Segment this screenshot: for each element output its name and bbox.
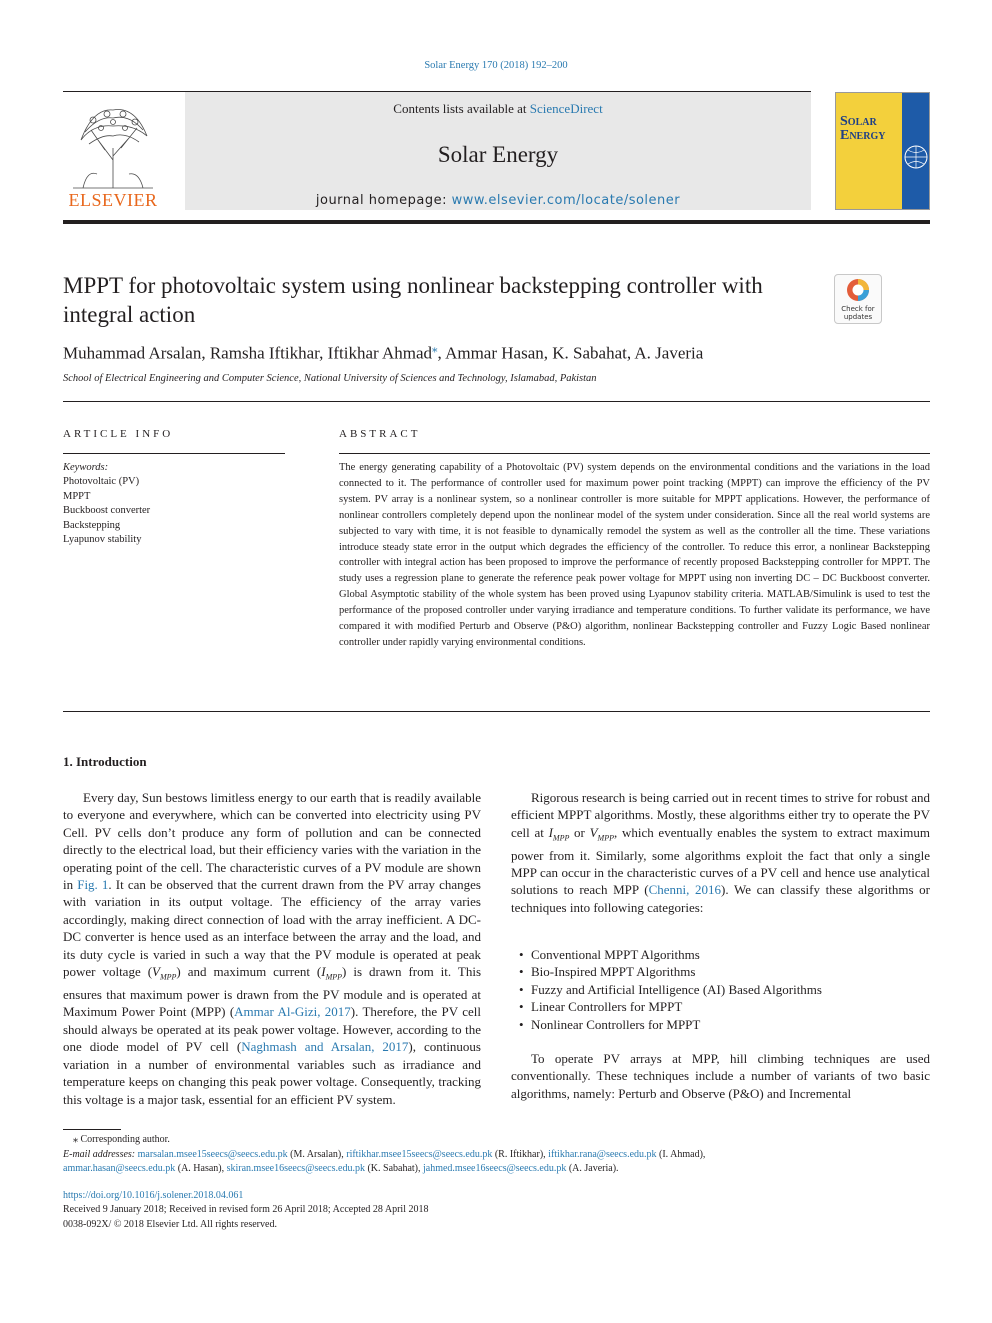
- doi-link[interactable]: https://doi.org/10.1016/j.solener.2018.04.061: [63, 1190, 244, 1201]
- keywords-list: [63, 461, 285, 547]
- figure-link[interactable]: Fig. 1: [77, 877, 109, 893]
- email-link[interactable]: marsalan.msee15seecs@seecs.edu.pk: [137, 1148, 288, 1160]
- citation-link[interactable]: Chenni, 2016: [648, 882, 722, 898]
- citation-link[interactable]: Ammar Al-Gizi, 2017: [234, 1004, 351, 1020]
- footnotes: [63, 1133, 930, 1177]
- keyword: Backstepping: [63, 519, 121, 531]
- author: Iftikhar Ahmad: [327, 343, 433, 363]
- badge-label: Check for updates: [841, 305, 875, 321]
- journal-name: Solar Energy: [437, 142, 559, 167]
- footnote-rule: [63, 1129, 121, 1130]
- paper-title: MPPT for photovoltaic system using nonlinear backstepping controller with integral action: [63, 273, 763, 327]
- email-link[interactable]: skiran.msee16seecs@seecs.edu.pk: [226, 1163, 365, 1175]
- email-link[interactable]: riftikhar.msee15seecs@seecs.edu.pk: [346, 1148, 493, 1160]
- email-addresses-line-2: ammar.hasan@seecs.edu.pk (A. Hasan), skiran.msee16seecs@seecs.edu.pk (K. Sabahat), jahmed.msee16seecs@seecs.edu.pk (A. Javeria).: [63, 1163, 619, 1175]
- journal-citation[interactable]: Solar Energy 170 (2018) 192–200: [424, 60, 568, 71]
- keyword: Lyapunov stability: [63, 534, 142, 546]
- check-for-updates-badge[interactable]: [834, 274, 882, 324]
- sciencedirect-link[interactable]: ScienceDirect: [529, 101, 603, 116]
- elsevier-tree-icon: [63, 100, 163, 190]
- header-divider: [63, 220, 930, 224]
- author: A. Javeria: [634, 343, 704, 363]
- elsevier-wordmark: ELSEVIER: [68, 190, 158, 210]
- keyword: MPPT: [63, 490, 91, 502]
- abstract-rule: [339, 453, 930, 454]
- contents-line: Contents lists available at ScienceDirect: [393, 101, 603, 116]
- affiliation: School of Electrical Engineering and Computer Science, National University of Sciences and Technology, Islamabad, Pakistan: [63, 373, 597, 384]
- intro-paragraph-3: To operate PV arrays at MPP, hill climbing techniques are used conventionally. These techniques include a number of variants of two basic algorithms, namely: Perturb and Observe (P&O) and Incremental: [511, 1051, 930, 1101]
- list-item: • Fuzzy and Artificial Intelligence (AI) Based Algorithms: [519, 981, 929, 998]
- author: K. Sabahat: [552, 343, 627, 363]
- cover-blue-band: [902, 93, 929, 210]
- abstract-text: The energy generating capability of a Photovoltaic (PV) system depends on the environmental conditions and the variations in the load connected to it. The performance of controller used for maximum power point tracking (MPPT) can improve the efficiency of the PV system. PV array is a nonlinear system, so a nonlinear controller is more suitable for MPPT applications. However, the performance of nonlinear controllers completely depend upon the nonlinear model of the system under consideration. Since all the real world systems are subjected to vary with time, it is not feasible to dynamically remodel the system as well as the controller all the time. These variations introduce steady state error in the output which degrades the efficiency of the controller. To reduce this error, a nonlinear Backstepping controller with integral action has been proposed to improve the performance of recently proposed Backstepping controller for MPPT. The study uses a regression plane to generate the reference peak power voltage for MPPT using non inverting DC – DC Buckboost converter. Global Asymptotic stability of the whole system has been proved using Lyapunov stability criteria. MATLAB/Simulink is used to test the performance of the proposed controller under varying irradiance and temperature conditions. To further validate its performance, we have compared it with modified Perturb and Observe (P&O) algorithm, nonlinear Backstepping controller and Fuzzy Logic Based nonlinear controller under rapidly varying environmental conditions.: [339, 462, 930, 648]
- email-link[interactable]: jahmed.msee16seecs@seecs.edu.pk: [423, 1163, 567, 1175]
- cover-title: Solar Energy: [840, 114, 886, 143]
- corresponding-author-mark[interactable]: ⁎: [432, 343, 438, 355]
- journal-homepage: journal homepage: www.elsevier.com/locate/solener: [315, 193, 681, 208]
- email-link[interactable]: iftikhar.rana@seecs.edu.pk: [548, 1148, 657, 1160]
- list-item: • Nonlinear Controllers for MPPT: [519, 1016, 929, 1033]
- corresponding-author-note: ⁎ Corresponding author.: [73, 1134, 170, 1145]
- citation-link[interactable]: Naghmash and Arsalan, 2017: [241, 1039, 409, 1055]
- intro-paragraph-1: Every day, Sun bestows limitless energy to our earth that is readily available to everyone and everywhere, which can be converted into electricity using PV Cell. PV cells don’t produce any form of pollution and can be connected directly to the electrical load, but their efficiency varies with the variation in the operating point of the cell. The characteristic curves of a PV module are shown in Fig. 1. It can be observed that the current drawn from the PV array changes with variation in its output voltage. The efficiency of the array varies accordingly, making direct connection of load with the array inefficient. A DC-DC converter is hence used as an interface between the array and the load, and its duty cycle is varied in such a way that the PV module is operated at peak power voltage $(V_{MPP})$ and maximum current $(I_{MPP})$ is drawn from it. This ensures that maximum power is drawn from the PV module and is operated at Maximum Power Point (MPP) (Ammar Al-Gizi, 2017). Therefore, the PV cell should always be operated at its peak power voltage. However, according to the one diode model of PV cell (Naghmash and Arsalan, 2017), continuous variation in a number of environmental variables such as irradiance and temperature keeps on changing this peak power voltage. Consequently, tracking this voltage is a major task, essential for an efficient PV system.: [63, 790, 481, 1107]
- keywords-label: Keywords:: [63, 462, 109, 473]
- publication-info: [63, 1189, 428, 1232]
- list-item: • Linear Controllers for MPPT: [519, 998, 929, 1015]
- check-updates-icon: [835, 275, 881, 305]
- abstract-heading: ABSTRACT: [339, 428, 421, 440]
- list-item: • Conventional MPPT Algorithms: [519, 946, 929, 963]
- author: Ammar Hasan: [445, 343, 544, 363]
- keyword: Buckboost converter: [63, 505, 151, 517]
- abstract-bottom-rule: [63, 711, 930, 712]
- list-item: • Bio-Inspired MPPT Algorithms: [519, 963, 929, 980]
- email-link[interactable]: ammar.hasan@seecs.edu.pk: [63, 1163, 176, 1175]
- title-divider: [63, 401, 930, 402]
- copyright: 0038-092X/ © 2018 Elsevier Ltd. All rights reserved.: [63, 1218, 277, 1230]
- author: Ramsha Iftikhar: [209, 343, 320, 363]
- article-info-rule: [63, 453, 285, 454]
- email-addresses-line-1: E-mail addresses: marsalan.msee15seecs@seecs.edu.pk (M. Arsalan), riftikhar.msee15seecs@seecs.edu.pk (R. Iftikhar), iftikhar.rana@seecs.edu.pk (I. Ahmad),: [63, 1148, 706, 1160]
- author: Muhammad Arsalan: [63, 343, 202, 363]
- homepage-link[interactable]: www.elsevier.com/locate/solener: [451, 193, 681, 208]
- article-info-heading: ARTICLE INFO: [63, 428, 174, 440]
- algorithm-category-list: [519, 946, 929, 1033]
- intro-paragraph-2: Rigorous research is being carried out in recent times to strive for robust and efficient MPPT algorithms. Mostly, these algorithms either try to operate the PV cell at $I_{MPP}$ or $V_{MPP}$, which eventually enables the system to extract maximum power from it. Similarly, some algorithms exploit the fact that only a single MPP can occur in the characteristic curves of a PV cell and hence use analytical solutions to reach MPP (Chenni, 2016). We can classify these algorithms or techniques into following categories:: [511, 789, 930, 915]
- journal-cover-thumbnail: [835, 92, 930, 210]
- introduction-heading: 1. Introduction: [63, 754, 147, 769]
- keyword: Photovoltaic (PV): [63, 476, 140, 488]
- cover-globe-icon: [902, 93, 929, 210]
- received-dates: Received 9 January 2018; Received in revised form 26 April 2018; Accepted 28 April 2018: [63, 1204, 429, 1216]
- author-list: Muhammad Arsalan, Ramsha Iftikhar, Iftikhar Ahmad⁎, Ammar Hasan, K. Sabahat, A. Javeria: [63, 343, 704, 363]
